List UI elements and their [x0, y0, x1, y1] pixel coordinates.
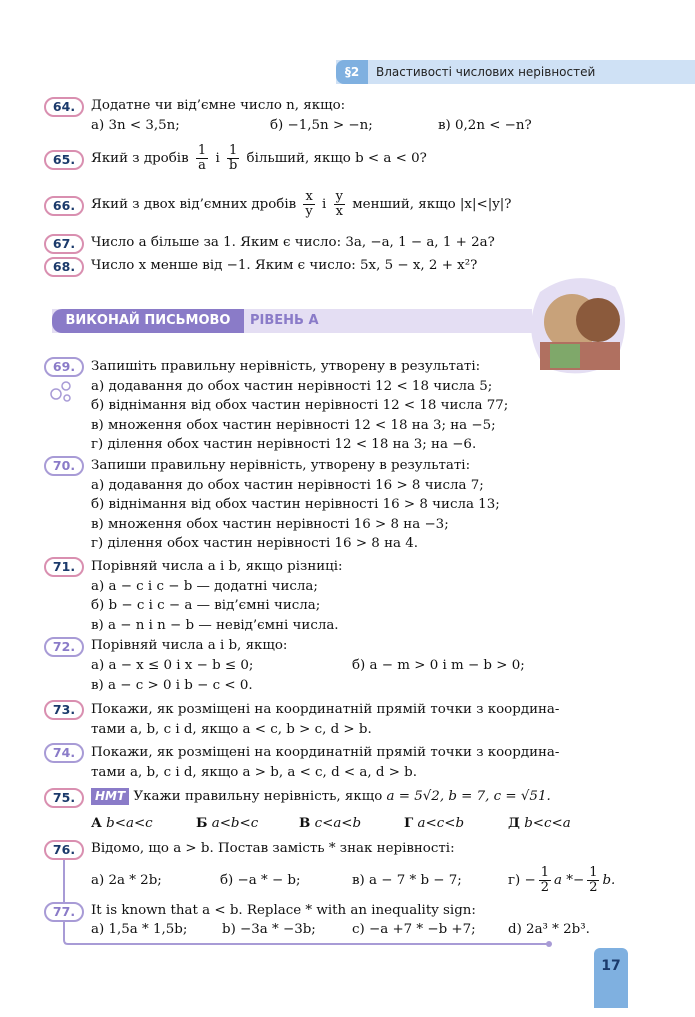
problem-number: 68.: [44, 257, 84, 277]
problem-option: а) a − x ≤ 0 і x − b ≤ 0;: [91, 658, 254, 673]
answer-option: Б a<b<c: [196, 815, 259, 831]
problem-text: Порівняй числа a і b, якщо:: [91, 638, 288, 653]
problem-text: Який з двох від’ємних дробів $\frac{x}{y}$ і $\frac{y}{x}$ менший, якщо |x|<|y|?: [91, 189, 512, 219]
problem-text: Запиши правильну нерівність, утворену в результаті: а) додавання до обох частин нерівності 16 > 8 числа 7; б) віднімання від обох частин нерівності 16 > 8 числа 13; в) множення обох частин нерівності 16 > 8 на −3; г) ділення обох частин нерівності 16 > 8 на 4.: [91, 458, 500, 551]
problem-number: 69.: [44, 357, 84, 377]
problem-text: Додатне чи від’ємне число n, якщо:: [91, 98, 346, 113]
problem-option: в) 0,2n < −n?: [438, 118, 532, 133]
problem-number: 66.: [44, 196, 84, 216]
problem-option: б) −1,5n > −n;: [270, 118, 373, 133]
fraction: $\frac{1}{2}$: [589, 865, 598, 895]
band-label: ВИКОНАЙ ПИСЬМОВО: [52, 309, 244, 333]
fraction: $\frac{y}{x}$: [335, 189, 343, 219]
group-work-icon: [48, 378, 74, 404]
problem-option: б) −a * − b;: [220, 873, 301, 888]
problem-option: d) 2a³ * 2b³.: [508, 922, 590, 937]
problem-option: б) a − m > 0 і m − b > 0;: [352, 658, 525, 673]
problem-text: Покажи, як розміщені на координатній прямій точки з координа- тами a, b, c і d, якщо a > b, a < c, d < a, d > b.: [91, 745, 560, 780]
problem-number: 75.: [44, 788, 84, 808]
problem-text: Який з дробів $\frac{1}{a}$ і $\frac{1}{b}$ більший, якщо b < a < 0?: [91, 143, 427, 173]
section-header: [336, 60, 695, 84]
problem-number: 74.: [44, 743, 84, 763]
fraction: $\frac{x}{y}$: [305, 189, 313, 219]
problem-number: 65.: [44, 150, 84, 170]
problem-number: 64.: [44, 97, 84, 117]
problem-option: в) a − c > 0 і b − c < 0.: [91, 678, 253, 693]
problem-number: 76.: [44, 840, 84, 860]
fraction: $\frac{1}{b}$: [228, 143, 238, 173]
problem-number: 67.: [44, 234, 84, 254]
problem-text: Відомо, що a > b. Постав замість * знак нерівності:: [91, 841, 455, 856]
problem-text: Покажи, як розміщені на координатній прямій точки з координа- тами a, b, c і d, якщо a < c, b > c, d > b.: [91, 702, 560, 737]
problem-option: а) 1,5a * 1,5b;: [91, 922, 188, 937]
answer-option: А b<a<c: [91, 815, 153, 831]
problem-text: It is known that a < b. Replace * with an inequality sign:: [91, 903, 476, 918]
exam-badge: НМТ: [91, 788, 129, 805]
problem-text: НМТ Укажи правильну нерівність, якщо a = 5√2, b = 7, c = √51.: [91, 788, 551, 806]
students-photo: [520, 272, 630, 380]
problem-option: в) a − 7 * b − 7;: [352, 873, 462, 888]
problem-number: 70.: [44, 456, 84, 476]
problem-text: Число x менше від −1. Яким є число: 5x, 5 − x, 2 + x²?: [91, 258, 478, 273]
problem-option: b) −3a * −3b;: [222, 922, 316, 937]
problem-text: Порівняй числа a і b, якщо різниці: а) a − c і c − b — додатні числа; б) b − c і c − a — від’ємні числа; в) a − n і n − b — невід’ємні числа.: [91, 559, 343, 633]
problem-number: 73.: [44, 700, 84, 720]
problem-text: Число a більше за 1. Яким є число: 3a, −a, 1 − a, 1 + 2a?: [91, 235, 495, 250]
fraction: $\frac{1}{2}$: [540, 865, 550, 895]
problem-option: а) 2a * 2b;: [91, 873, 162, 888]
fraction: $\frac{1}{a}$: [197, 143, 207, 173]
answer-option: Д b<c<a: [508, 815, 571, 831]
problem-option: c) −a +7 * −b +7;: [352, 922, 476, 937]
problem-number: 77.: [44, 902, 84, 922]
answer-option: В c<a<b: [299, 815, 362, 831]
problem-text: Запишіть правильну нерівність, утворену в результаті: а) додавання до обох частин нерівності 12 < 18 числа 5; б) віднімання від обох частин нерівності 12 < 18 числа 77; в) множення обох частин нерівності 12 < 18 на 3; на −5; г) ділення обох частин нерівності 12 < 18 на 3; на −6.: [91, 359, 509, 452]
section-number: §2: [336, 60, 368, 84]
section-title: Властивості числових нерівностей: [376, 65, 596, 79]
problem-number: 71.: [44, 557, 84, 577]
band-level: РІВЕНЬ А: [250, 313, 319, 328]
problem-option: а) 3n < 3,5n;: [91, 118, 180, 133]
problem-number: 72.: [44, 637, 84, 657]
problem-option: г) − $\frac{1}{2}$ a *− $\frac{1}{2}$ b.: [508, 865, 616, 895]
section-band: [52, 309, 532, 333]
answer-option: Г a<c<b: [404, 815, 465, 831]
page-number: 17: [594, 948, 628, 1008]
